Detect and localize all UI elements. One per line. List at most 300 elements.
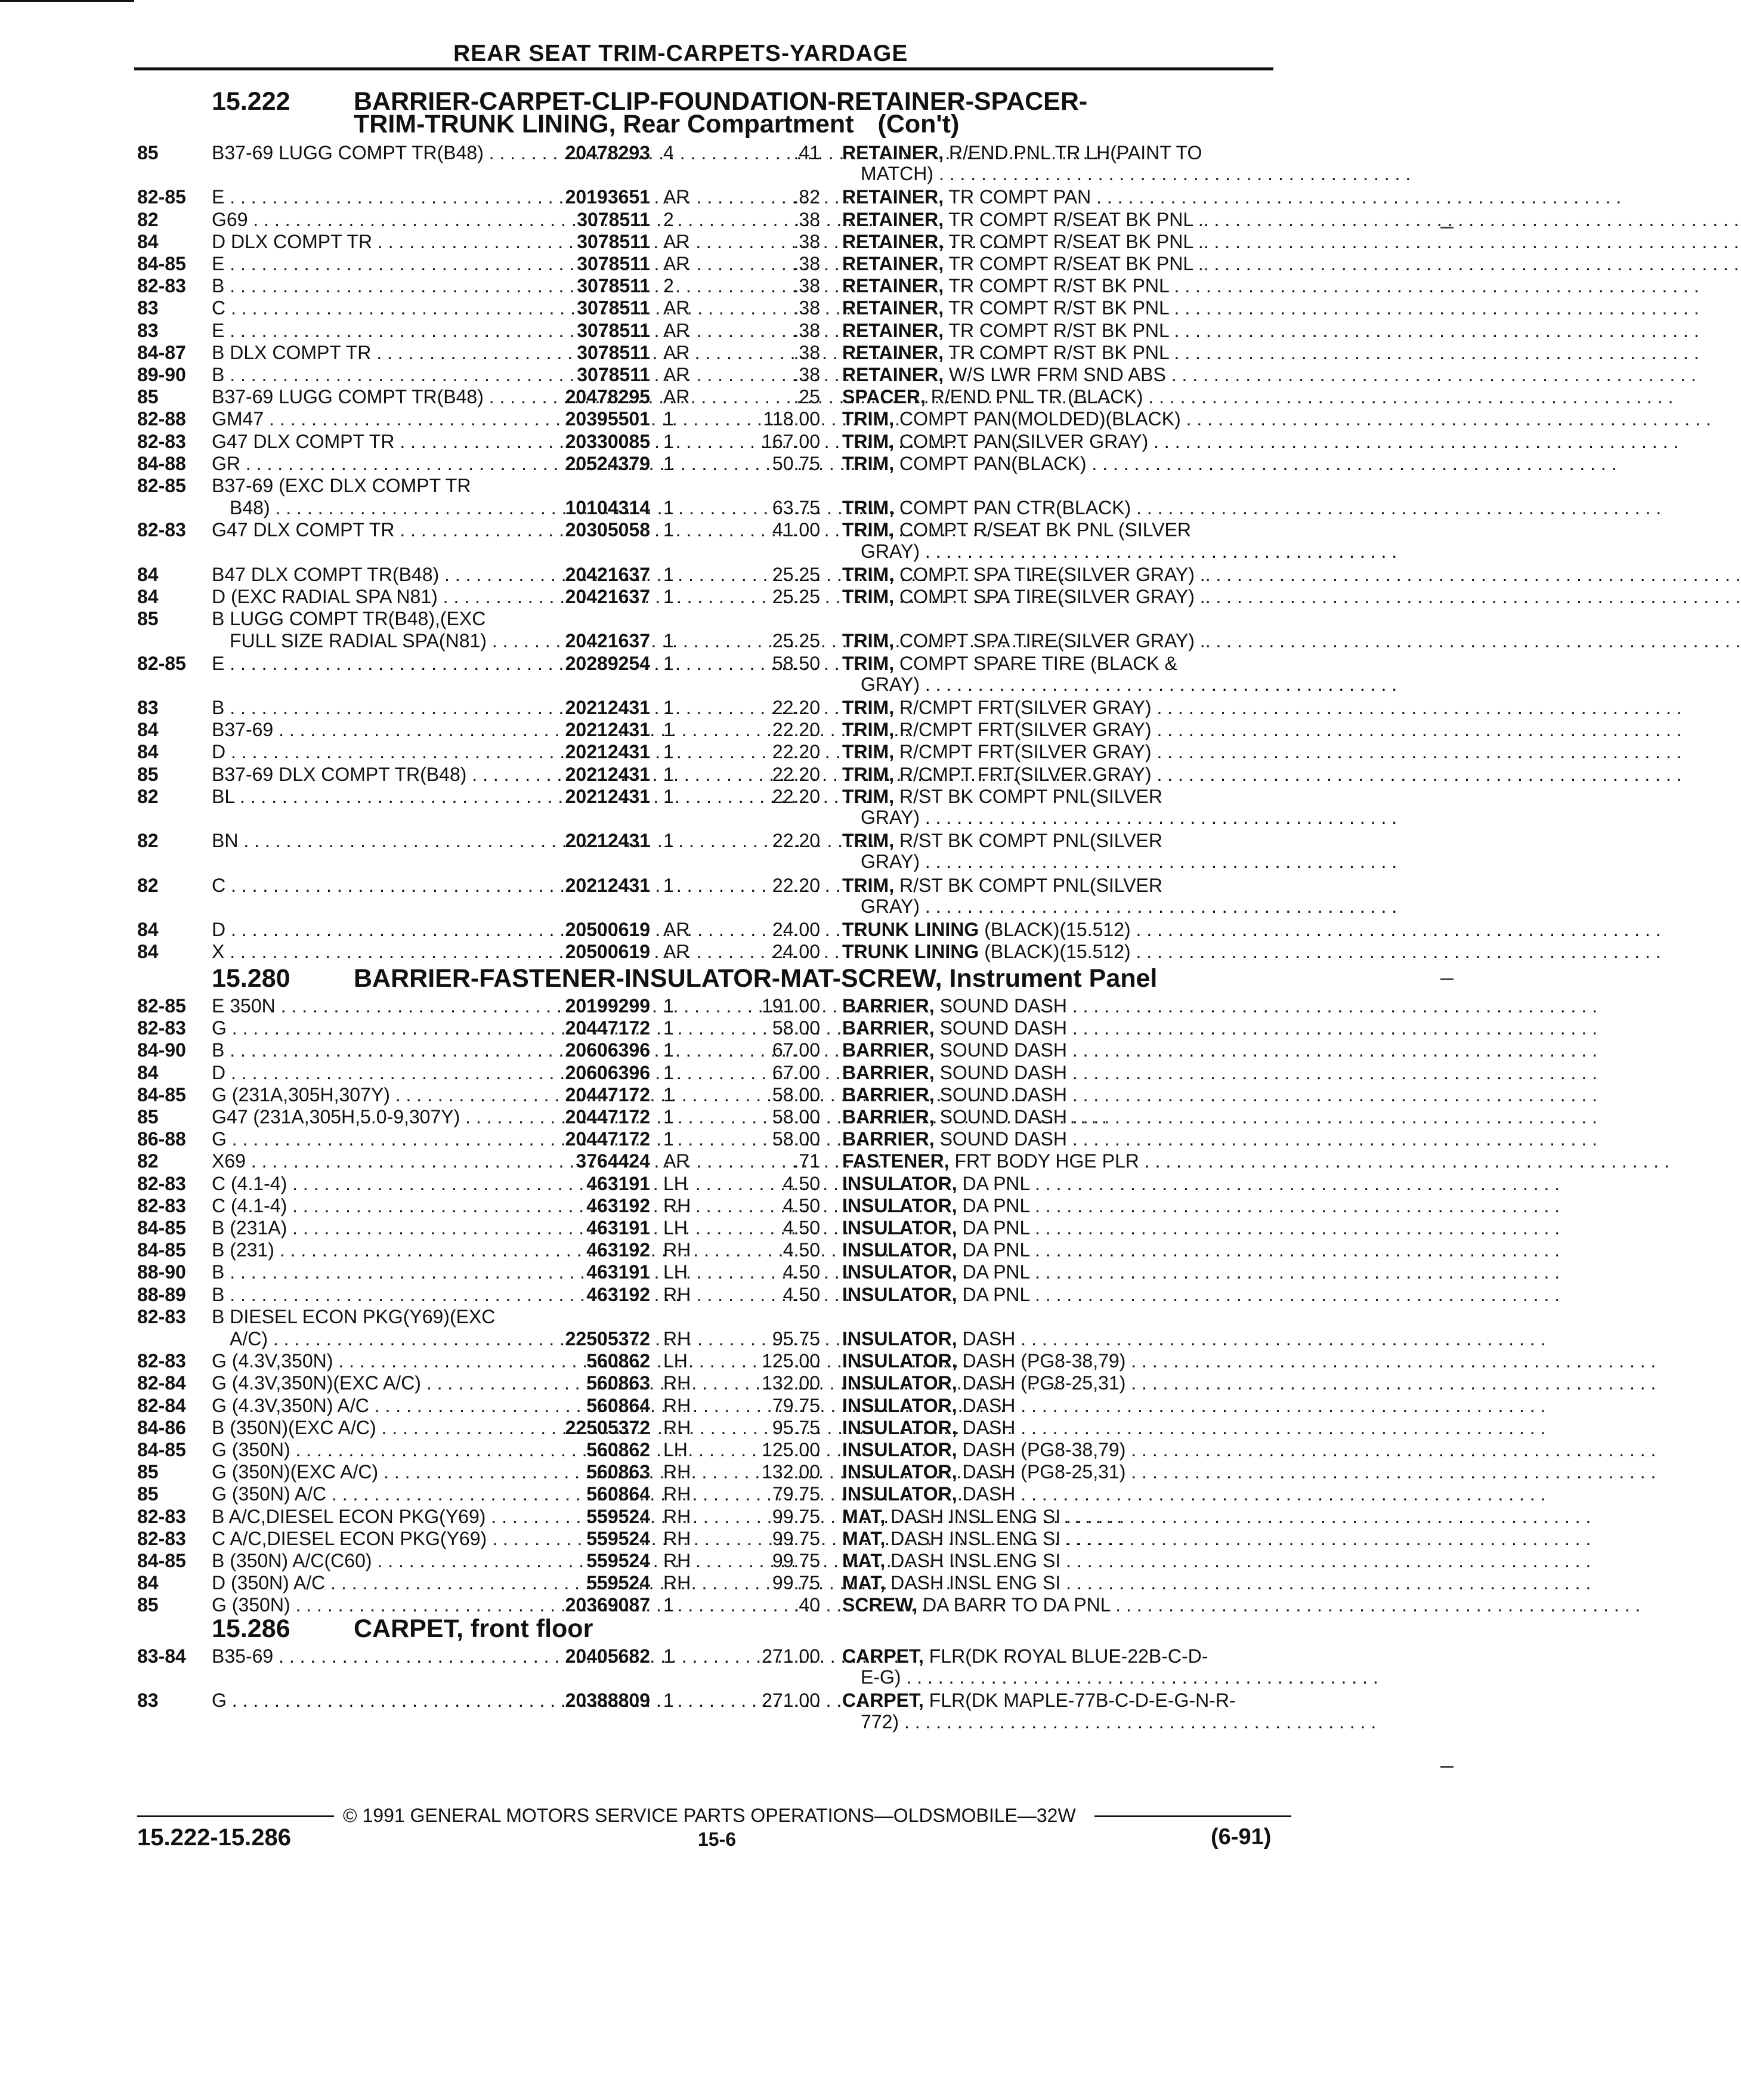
part-number: 20500619 <box>565 941 650 963</box>
part-name <box>842 719 1278 741</box>
price: 24.00 <box>772 941 820 963</box>
part-number: 20193651 <box>565 186 650 208</box>
model-years: 89-90 <box>137 364 186 385</box>
application-desc <box>212 1106 534 1128</box>
table-row <box>0 1306 1508 1327</box>
section-title-line2 <box>354 112 959 136</box>
price: 25.25 <box>772 586 820 607</box>
part-name-bold: INSULATOR, <box>842 1261 957 1283</box>
model-years: 82-88 <box>137 408 186 430</box>
section-title: CARPET, front floor <box>354 1614 593 1643</box>
part-number: 20212431 <box>565 741 650 763</box>
application-desc <box>212 941 534 963</box>
application-desc-text: G (4.3V,350N) <box>212 1350 333 1372</box>
part-name-detail: DA PNL <box>962 1283 1030 1305</box>
leader-dots <box>1067 1039 1597 1061</box>
price: 4.50 <box>783 1172 820 1194</box>
part-name-continued <box>0 1666 1508 1688</box>
part-name-detail: COMPT SPARE TIRE (BLACK & <box>899 652 1177 674</box>
model-years: 82 <box>137 830 159 852</box>
price: 22.20 <box>772 830 820 852</box>
part-number: 559524 <box>586 1505 650 1527</box>
table-row <box>0 253 1508 274</box>
part-name <box>842 431 1278 453</box>
application-desc <box>212 1350 534 1372</box>
model-years: 84-85 <box>137 253 186 274</box>
part-name <box>842 830 1278 852</box>
part-number: 20199299 <box>565 995 650 1017</box>
part-name-bold: TRIM, <box>842 563 895 585</box>
price: 4.50 <box>783 1217 820 1239</box>
quantity: AR <box>663 253 690 274</box>
table-row <box>0 1195 1508 1216</box>
part-name <box>842 186 1278 208</box>
part-name-bold: CARPET, <box>842 1645 924 1667</box>
table-row <box>0 608 1508 629</box>
application-desc: B37-69 (EXC DLX COMPT TR <box>212 475 471 496</box>
application-desc-text: B <box>212 697 225 718</box>
leader-dots <box>1015 1417 1545 1438</box>
application-desc-text: A/C) <box>230 1328 268 1349</box>
corner-rule <box>0 0 134 2</box>
application-desc <box>212 209 534 231</box>
table-row <box>0 342 1508 363</box>
part-number: 20289254 <box>565 652 650 674</box>
part-name <box>842 1150 1278 1172</box>
part-name <box>842 1084 1278 1106</box>
part-name-bold: BARRIER, <box>842 1017 935 1039</box>
part-name-detail: COMPT SPA TIRE(SILVER GRAY) .. <box>899 630 1211 652</box>
table-row <box>0 142 1508 163</box>
part-name-bold: BARRIER, <box>842 1039 935 1061</box>
application-desc <box>212 830 534 852</box>
application-desc-text: E <box>212 186 225 208</box>
model-years: 82-83 <box>137 275 186 297</box>
leader-dots: . . . . . . . . . . . . . . . . . . . . . . . . . . . . . . . . . . . . . . . . . . . . . <box>919 895 1397 917</box>
part-number: 20388809 <box>565 1690 650 1712</box>
part-name-bold: RETAINER, <box>842 253 944 274</box>
leader-dots <box>1125 1350 1656 1372</box>
part-name-bold: TRIM, <box>842 408 895 430</box>
application-desc <box>212 275 534 297</box>
part-name-detail: COMPT PAN CTR(BLACK) <box>899 497 1131 519</box>
part-name-bold: RETAINER, <box>842 364 944 385</box>
part-name-continued <box>0 541 1508 562</box>
leader-dots <box>1131 497 1661 518</box>
part-name-detail: DASH <box>962 1328 1016 1349</box>
application-desc <box>212 586 534 608</box>
table-row <box>0 1690 1508 1711</box>
quantity: 1 <box>663 630 674 652</box>
application-desc <box>212 1506 534 1528</box>
application-desc-text: G <box>212 1017 227 1039</box>
table-row <box>0 786 1508 807</box>
model-years: 83 <box>137 1690 159 1712</box>
price: 125.00 <box>762 1350 820 1372</box>
model-years: 84-85 <box>137 1083 186 1105</box>
part-name-detail: DA PNL <box>962 1239 1030 1261</box>
leader-dots <box>1067 1128 1597 1150</box>
part-number: 20606396 <box>565 1039 650 1061</box>
part-name-bold: TRIM, <box>842 719 895 741</box>
leader-dots <box>1029 1284 1560 1305</box>
quantity: 1 <box>663 1039 674 1061</box>
price: 58.00 <box>772 1017 820 1039</box>
table-row <box>0 186 1508 208</box>
part-number: 3078511 <box>577 230 650 252</box>
table-row <box>0 364 1508 385</box>
price: .38 <box>793 208 820 230</box>
application-desc <box>212 1084 534 1106</box>
part-name <box>842 995 1278 1017</box>
application-desc <box>212 1017 534 1039</box>
part-name-bold: TRUNK LINING <box>842 919 979 940</box>
part-number: 20369087 <box>565 1594 650 1616</box>
part-number: 463191 <box>586 1172 650 1194</box>
part-number: 3078511 <box>577 208 650 230</box>
quantity: 1 <box>663 430 674 452</box>
price: 22.20 <box>772 719 820 741</box>
model-years: 85 <box>137 1106 159 1128</box>
part-name-line2 <box>861 851 1397 873</box>
part-name-bold: BARRIER, <box>842 1061 935 1083</box>
part-name-bold: MAT, <box>842 1572 886 1594</box>
model-years: 84 <box>137 1572 159 1594</box>
part-number: 559524 <box>586 1527 650 1549</box>
quantity: 1 <box>663 563 674 585</box>
application-desc-text: G (350N)(EXC A/C) <box>212 1461 379 1483</box>
application-desc <box>212 453 534 475</box>
leader-dots <box>1029 1217 1560 1239</box>
model-years: 85 <box>137 763 159 785</box>
model-years: 83 <box>137 319 159 341</box>
application-desc-text: GR <box>212 452 240 474</box>
quantity: AR <box>663 386 690 408</box>
table-row <box>0 231 1508 252</box>
application-desc <box>212 786 534 808</box>
quantity: 1 <box>663 1128 674 1150</box>
part-name-bold: INSULATOR, <box>842 1483 957 1505</box>
price: 167.00 <box>762 430 820 452</box>
part-name-bold: MAT, <box>842 1527 886 1549</box>
leader-dots: . . . . . . . . . . . . . . . . . . . . . . . . . . . . . . . . . . . . . . . . . . . . . <box>919 807 1397 828</box>
part-name-bold: RETAINER, <box>842 341 944 363</box>
part-name-detail: SOUND DASH <box>939 1128 1067 1150</box>
margin-mark <box>1440 978 1454 980</box>
quantity: LH <box>663 1261 688 1283</box>
leader-dots <box>1169 297 1699 319</box>
price: 41.00 <box>772 519 820 541</box>
application-desc-text: C (4.1-4) <box>212 1194 287 1216</box>
part-name-detail: TR COMPT R/ST BK PNL <box>948 319 1169 341</box>
price: 58.00 <box>772 1083 820 1105</box>
application-desc-text: B47 DLX COMPT TR(B48) <box>212 563 440 585</box>
part-number: 20447172 <box>565 1083 650 1105</box>
part-name-detail: TR COMPT PAN <box>948 186 1091 208</box>
quantity: 1 <box>663 874 674 896</box>
price: 25.25 <box>772 630 820 652</box>
application-desc <box>212 1528 534 1550</box>
model-years: 84 <box>137 941 159 963</box>
part-name-line2 <box>861 1666 1378 1688</box>
application-desc <box>212 741 534 763</box>
table-row <box>0 386 1508 407</box>
part-name <box>842 297 1278 319</box>
application-desc <box>212 1572 534 1594</box>
quantity: AR <box>663 186 690 208</box>
part-name-bold: RETAINER, <box>842 142 944 163</box>
price: .71 <box>793 1150 820 1172</box>
application-desc <box>212 719 534 741</box>
part-name-bold: TRIM, <box>842 763 895 785</box>
part-name <box>842 586 1278 608</box>
leader-dots <box>1029 1261 1560 1283</box>
part-name <box>842 653 1278 675</box>
part-name-line2-text: GRAY) <box>861 540 920 562</box>
table-row <box>0 995 1508 1017</box>
part-name-bold: TRIM, <box>842 630 895 652</box>
application-desc-text: B48) <box>230 497 270 519</box>
quantity: LH <box>663 1217 688 1239</box>
quantity: 1 <box>663 719 674 741</box>
part-number: 560864 <box>586 1483 650 1505</box>
part-name-bold: TRIM, <box>842 830 895 852</box>
part-number: 3078511 <box>577 275 650 297</box>
part-name <box>842 741 1278 763</box>
application-desc-text: G47 DLX COMPT TR <box>212 519 395 541</box>
model-years: 85 <box>137 1461 159 1483</box>
application-desc: B DIESEL ECON PKG(Y69)(EXC <box>212 1305 496 1327</box>
part-name-detail: R/ST BK COMPT PNL(SILVER <box>899 830 1162 852</box>
part-name <box>842 1350 1278 1372</box>
part-name <box>842 275 1278 297</box>
part-name-detail: DASH <box>962 1416 1016 1438</box>
leader-dots <box>1110 1594 1640 1616</box>
model-years: 84 <box>137 1061 159 1083</box>
price: 63.75 <box>772 497 820 519</box>
price: 99.75 <box>772 1550 820 1571</box>
table-row <box>0 209 1508 230</box>
price: .38 <box>793 341 820 363</box>
leader-dots <box>1029 1173 1560 1194</box>
price: 22.20 <box>772 874 820 896</box>
leader-dots <box>1209 231 1739 252</box>
price: 22.20 <box>772 741 820 763</box>
part-number: 20330085 <box>565 430 650 452</box>
model-years: 82-83 <box>137 1505 186 1527</box>
table-row <box>0 941 1508 962</box>
application-desc-text: B <box>212 364 225 385</box>
leader-dots <box>1148 431 1678 452</box>
part-name-bold: CARPET, <box>842 1690 924 1712</box>
model-years: 82-85 <box>137 652 186 674</box>
price: 4.50 <box>783 1261 820 1283</box>
price: 4.50 <box>783 1239 820 1261</box>
part-name-line2 <box>861 163 1411 185</box>
part-name-bold: TRUNK LINING <box>842 941 979 963</box>
quantity: AR <box>663 341 690 363</box>
application-desc <box>212 875 534 897</box>
footer-rule-left <box>137 1815 334 1817</box>
footer-copyright: © 1991 GENERAL MOTORS SERVICE PARTS OPERATIONS—OLDSMOBILE—32W <box>343 1805 1076 1826</box>
table-row <box>0 275 1508 297</box>
part-name <box>842 630 1278 652</box>
part-name-bold: TRIM, <box>842 586 895 607</box>
model-years: 84-87 <box>137 341 186 363</box>
application-desc <box>212 231 534 253</box>
application-desc <box>212 408 534 430</box>
table-row <box>0 1128 1508 1150</box>
part-name-detail: DA PNL <box>962 1172 1030 1194</box>
leader-dots <box>1209 209 1739 230</box>
part-number: 20606396 <box>565 1061 650 1083</box>
application-desc-text: B (350N)(EXC A/C) <box>212 1416 376 1438</box>
quantity: RH <box>663 1527 691 1549</box>
part-name <box>842 142 1278 164</box>
model-years: 84-85 <box>137 1550 186 1571</box>
part-name-detail: SOUND DASH <box>939 995 1067 1017</box>
application-desc-text: D (350N) A/C <box>212 1572 326 1594</box>
part-number: 560862 <box>586 1439 650 1460</box>
leader-dots <box>1060 1528 1591 1549</box>
application-desc-cont <box>230 497 534 519</box>
application-desc-text: B A/C,DIESEL ECON PKG(Y69) <box>212 1505 486 1527</box>
price: 4.50 <box>783 1194 820 1216</box>
part-name <box>842 764 1278 786</box>
section-number: 15.286 <box>212 1614 290 1643</box>
section-number: 15.280 <box>212 964 290 993</box>
part-number: 20447172 <box>565 1106 650 1128</box>
table-row <box>0 320 1508 341</box>
application-desc <box>212 320 534 342</box>
table-row <box>0 741 1508 762</box>
part-name-detail: SOUND DASH <box>939 1039 1067 1061</box>
table-row <box>0 586 1508 607</box>
part-name-bold: INSULATOR, <box>842 1194 957 1216</box>
part-name <box>842 1039 1278 1061</box>
model-years: 85 <box>137 386 159 408</box>
part-name <box>842 386 1278 408</box>
table-row-continued <box>0 630 1508 651</box>
model-years: 82-85 <box>137 475 186 496</box>
part-number: 20478295 <box>565 386 650 408</box>
part-name-detail: TR COMPT R/SEAT BK PNL .. <box>948 208 1209 230</box>
quantity: 1 <box>663 763 674 785</box>
leader-dots <box>1211 630 1741 651</box>
part-name-bold: INSULATOR, <box>842 1328 957 1349</box>
price: 118.00 <box>763 408 820 430</box>
quantity: 1 <box>663 1083 674 1105</box>
table-row <box>0 1350 1508 1372</box>
application-desc-text: D <box>212 919 226 940</box>
table-row <box>0 1594 1508 1616</box>
application-desc-text: G (4.3V,350N) A/C <box>212 1394 369 1416</box>
part-name <box>842 209 1278 231</box>
application-desc-text: B35-69 <box>212 1645 274 1667</box>
part-name <box>842 1195 1278 1217</box>
application-desc-text: C <box>212 297 226 319</box>
part-number: 3764424 <box>576 1150 650 1172</box>
quantity: 1 <box>663 1645 674 1667</box>
application-desc <box>212 564 534 586</box>
part-name <box>842 1417 1278 1439</box>
footer-section-range: 15.222-15.286 <box>137 1824 292 1851</box>
part-number: 20212431 <box>565 719 650 741</box>
part-name-bold: TRIM, <box>842 874 895 896</box>
price: 67.00 <box>772 1039 820 1061</box>
model-years: 85 <box>137 608 159 630</box>
table-row <box>0 1461 1508 1483</box>
leader-dots <box>1087 453 1617 474</box>
part-name-bold: RETAINER, <box>842 275 944 297</box>
quantity: 1 <box>663 697 674 718</box>
model-years: 88-90 <box>137 1261 186 1283</box>
quantity: 2 <box>663 208 674 230</box>
leader-dots <box>1166 364 1696 385</box>
part-name-bold: BARRIER, <box>842 995 935 1017</box>
table-row <box>0 431 1508 452</box>
leader-dots <box>1152 697 1682 718</box>
part-name-detail: DASH <box>962 1394 1016 1416</box>
part-name <box>842 519 1278 541</box>
part-number: 20405682 <box>565 1645 650 1667</box>
application-desc <box>212 1483 534 1505</box>
part-name-bold: INSULATOR, <box>842 1350 957 1372</box>
part-number: 463191 <box>586 1261 650 1283</box>
part-name-bold: BARRIER, <box>842 1128 935 1150</box>
application-desc-text: C <box>212 874 226 896</box>
quantity: RH <box>663 1483 691 1505</box>
quantity: RH <box>663 1550 691 1571</box>
part-name-line2 <box>861 1710 1377 1733</box>
part-name-detail: DASH (PG8-38,79) <box>962 1439 1126 1460</box>
quantity: AR <box>663 364 690 385</box>
application-desc-text: B37-69 DLX COMPT TR(B48) . <box>212 763 478 785</box>
leader-dots <box>1152 719 1682 740</box>
application-desc-text: B <box>212 1039 225 1061</box>
part-name-line2-text: GRAY) <box>861 673 920 695</box>
part-number: 20212431 <box>565 830 650 852</box>
application-desc <box>212 364 534 386</box>
part-name-bold: INSULATOR, <box>842 1439 957 1460</box>
part-name-bold: RETAINER, <box>842 319 944 341</box>
part-name <box>842 1461 1278 1483</box>
leader-dots <box>1211 564 1741 585</box>
quantity: RH <box>663 1372 691 1394</box>
table-row <box>0 1483 1508 1505</box>
application-desc-text: E 350N <box>212 995 276 1017</box>
application-desc <box>212 697 534 719</box>
part-name-bold: SPACER, <box>842 386 926 408</box>
model-years: 82-83 <box>137 1527 186 1549</box>
application-desc <box>212 1550 534 1572</box>
price: 67.00 <box>772 1061 820 1083</box>
part-number: 20478293 <box>565 142 650 163</box>
price: .38 <box>793 230 820 252</box>
part-name <box>842 1528 1278 1550</box>
model-years: 83 <box>137 697 159 718</box>
part-name-detail: FRT BODY HGE PLR <box>954 1150 1139 1172</box>
price: 99.75 <box>772 1572 820 1594</box>
quantity: RH <box>663 1461 691 1483</box>
quantity: 1 <box>663 1690 674 1712</box>
application-desc-text: G (4.3V,350N)(EXC A/C) <box>212 1372 421 1394</box>
part-number: 20421637 <box>565 630 650 652</box>
part-name <box>842 1372 1278 1394</box>
leader-dots: . . . . . . . . . . . . . . . . . . . . . . . . . . . . . . . . . . . . . . . . . . . . . <box>899 1710 1377 1732</box>
application-desc <box>212 1039 534 1061</box>
quantity: LH <box>663 1439 688 1460</box>
